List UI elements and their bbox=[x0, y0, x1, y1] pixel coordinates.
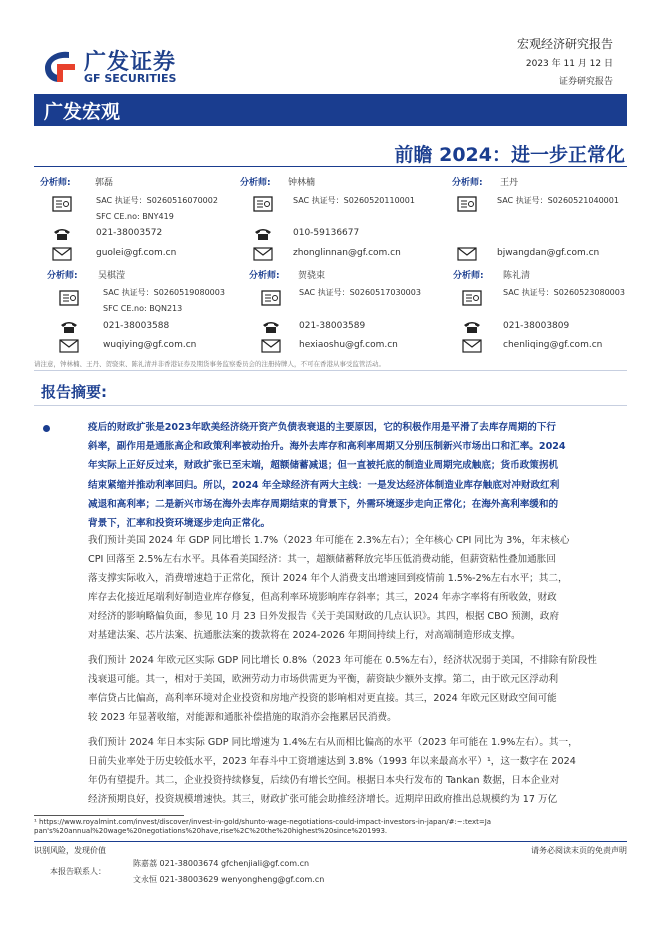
text-line: 结束紧缩并推动利率回归。所以，2024 年全球经济有两大主线：一是发达经济体制造业库存触底对冲财政红利 bbox=[88, 479, 560, 491]
text-line: 疫后的财政扩张是2023年欧美经济绕开资产负债表衰退的主要原因，它的积极作用是平滑了去库存周期的下行 bbox=[88, 422, 557, 433]
analyst-phone: 021-38003588 bbox=[103, 321, 170, 331]
contact-entry: 陈嘉荔 021-38003674 gfchenjiali@gf.com.cn bbox=[133, 859, 310, 868]
text-line: 较 2023 年显著收缩，对能源和通胀补偿措施的取消亦会拖累居民消费。 bbox=[88, 712, 397, 723]
report-category: 证券研究报告 bbox=[558, 77, 613, 87]
analyst-label: 分析师: bbox=[453, 271, 484, 281]
id-card-icon bbox=[457, 196, 477, 212]
summary-heading: 报告摘要: bbox=[41, 383, 107, 401]
text-line: CPI 回落至 2.5%左右水平。具体看美国经济：其一，超额储蓄释放完毕压低消费动能，但薪资粘性叠加通胀回 bbox=[88, 554, 556, 565]
analyst-phone: 010-59136677 bbox=[293, 228, 360, 238]
email-icon bbox=[59, 338, 79, 354]
analyst-label: 分析师: bbox=[240, 178, 271, 188]
analyst-sac: SAC 执证号：S0260519080003 bbox=[103, 288, 225, 297]
divider bbox=[34, 370, 627, 371]
text-line: 背景下，汇率和投资环境逐步走向正常化。 bbox=[88, 518, 271, 530]
japan-outlook-paragraph bbox=[88, 733, 632, 809]
analyst-name: 钟林楠 bbox=[288, 178, 316, 188]
analyst-email[interactable]: chenliqing@gf.com.cn bbox=[503, 340, 603, 350]
analyst-name: 王丹 bbox=[500, 178, 519, 188]
summary-key-paragraph bbox=[88, 418, 632, 533]
analyst-sac: SAC 执证号：S0260520110001 bbox=[293, 196, 415, 205]
contact-entry: 文永恒 021-38003629 wenyongheng@gf.com.cn bbox=[133, 875, 325, 884]
phone-icon bbox=[253, 226, 273, 242]
column-title: 广发宏观 bbox=[44, 101, 121, 123]
analyst-name: 郭磊 bbox=[95, 178, 114, 188]
analyst-email[interactable]: hexiaoshu@gf.com.cn bbox=[299, 340, 398, 350]
text-line: 减退和高利率；二是新兴市场在海外去库存周期结束的背景下，外需环境逐步走向正常化；在海外高利率缓和的 bbox=[88, 498, 559, 510]
analyst-sac: SAC 执证号：S0260523080003 bbox=[503, 288, 625, 297]
text-line: 落支撑实际收入，消费增速趋于正常化，预计 2024 年个人消费支出增速回到疫情前 1.5%-2%左右水平；其二， bbox=[88, 573, 568, 584]
text-line: 我们预计美国 2024 年 GDP 同比增长 1.7%（2023 年可能在 2.3%左右）；全年核心 CPI 同比为 3%，年末核心 bbox=[88, 535, 570, 546]
analyst-sac: SAC 执证号：S0260521040001 bbox=[497, 196, 619, 205]
text-line: 库存去化接近尾端利好制造业库存修复，但高利率环境影响库存斜率；其三，2024 年赤字率将有所收敛，财政 bbox=[88, 592, 557, 603]
analyst-name: 陈礼清 bbox=[503, 271, 531, 281]
id-card-icon bbox=[52, 196, 72, 212]
phone-icon bbox=[462, 319, 482, 335]
text-line: 年仍有望提升。其二，企业投资持续修复，后续仍有增长空间。根据日本央行发布的 Tankan 数据，日本企业对 bbox=[88, 775, 560, 786]
disclaimer-note: 请注意，钟林楠、王丹、贺骁束、陈礼清并非香港证券及期货事务监察委员会的注册持牌人，不可在香港从事受监管活动。 bbox=[34, 360, 385, 368]
eurozone-outlook-paragraph bbox=[88, 651, 632, 727]
id-card-icon bbox=[253, 196, 273, 212]
analyst-phone: 021-38003589 bbox=[299, 321, 366, 331]
text-line: 日前失业率处于历史较低水平，2023 年春斗中工资增速达到 3.8%（1993 年以来最高水平）¹，这一数字在 2024 bbox=[88, 756, 576, 767]
logo-text-cn: 广发证券 bbox=[84, 50, 177, 75]
analyst-sac: SAC 执证号：S0260516070002 bbox=[96, 196, 218, 205]
email-icon bbox=[462, 338, 482, 354]
contact-label: 本报告联系人： bbox=[50, 867, 106, 876]
id-card-icon bbox=[59, 290, 79, 306]
footer-slogan: 识别风险，发现价值 bbox=[34, 846, 106, 855]
email-icon bbox=[52, 246, 72, 262]
text-line: 对经济的影响略偏负面，参见 10 月 23 日外发报告《关于美国财政的几点认识》。其四，根据 CBO 预测，政府 bbox=[88, 611, 560, 622]
text-line: 对基建法案、芯片法案、抗通胀法案的拨款将在 2024-2026 年期间持续上行，对高端制造形成支撑。 bbox=[88, 630, 521, 641]
analyst-email[interactable]: zhonglinnan@gf.com.cn bbox=[293, 248, 401, 258]
analyst-label: 分析师: bbox=[40, 178, 71, 188]
analyst-sfc: SFC CE.no: BNY419 bbox=[96, 212, 174, 221]
gf-logo-icon bbox=[41, 48, 77, 84]
analyst-label: 分析师: bbox=[47, 271, 78, 281]
analyst-phone: 021-38003572 bbox=[96, 228, 163, 238]
footer-disclaimer: 请务必阅读末页的免责声明 bbox=[531, 846, 627, 855]
phone-icon bbox=[52, 226, 72, 242]
report-date: 2023 年 11 月 12 日 bbox=[525, 59, 613, 69]
footnote-divider bbox=[34, 815, 184, 816]
phone-icon bbox=[59, 319, 79, 335]
analyst-email[interactable]: guolei@gf.com.cn bbox=[96, 248, 177, 258]
text-line: 浅衰退可能。其一，相对于美国，欧洲劳动力市场供需更为平衡，薪资缺少额外支撑。第二，由于欧元区浮动利 bbox=[88, 674, 559, 685]
text-line: 年实际上正好反过来，财政扩张已至末端，超额储蓄减退；但一直被托底的制造业周期完成触底；货币政策拐机 bbox=[88, 460, 559, 472]
text-line: 我们预计 2024 年日本实际 GDP 同比增速为 1.4%左右从而相比偏高的水平（2023 年可能在 1.9%左右）。其一， bbox=[88, 737, 578, 748]
us-outlook-paragraph bbox=[88, 531, 632, 645]
text-line: 经济预期良好，投资规模增速快。其三，财政扩张可能会助推经济增长。近期岸田政府推出总规模约为 17 万亿 bbox=[88, 794, 558, 805]
title-divider bbox=[34, 166, 627, 167]
analyst-name: 贺骁束 bbox=[298, 271, 326, 281]
phone-icon bbox=[261, 319, 281, 335]
analyst-email[interactable]: wuqiying@gf.com.cn bbox=[103, 340, 197, 350]
analyst-phone: 021-38003809 bbox=[503, 321, 570, 331]
footnote[interactable]: ¹ https://www.royalmint.com/invest/discover/invest-in-gold/shunto-wage-negotiations-could-impact-investors-in-japan/#:~:text=Japan's%20annual%20wage%20negotiations%20have,rise%2C%20the%20highest%20since%201993. bbox=[34, 818, 492, 835]
id-card-icon bbox=[261, 290, 281, 306]
logo-text-en: GF SECURITIES bbox=[84, 72, 177, 85]
email-icon bbox=[261, 338, 281, 354]
id-card-icon bbox=[462, 290, 482, 306]
page-title: 前瞻 2024：进一步正常化 bbox=[394, 144, 625, 166]
footer-divider bbox=[34, 841, 627, 842]
text-line: 率信贷占比偏高，高利率环境对企业投资和房地产投资的影响相对更直接。其三，2024 年欧元区财政空间可能 bbox=[88, 693, 557, 704]
report-type: 宏观经济研究报告 bbox=[516, 37, 613, 51]
divider bbox=[34, 405, 627, 406]
analyst-label: 分析师: bbox=[452, 178, 483, 188]
bullet-icon bbox=[43, 425, 50, 432]
column-banner bbox=[34, 94, 627, 126]
email-icon bbox=[457, 246, 477, 262]
text-line: 斜率，副作用是通胀高企和政策利率被动抬升。海外去库存和高利率周期又分别压制新兴市场出口和汇率。2024 bbox=[88, 441, 566, 453]
analyst-label: 分析师: bbox=[249, 271, 280, 281]
analyst-sfc: SFC CE.no: BQN213 bbox=[103, 304, 183, 313]
email-icon bbox=[253, 246, 273, 262]
analyst-email[interactable]: bjwangdan@gf.com.cn bbox=[497, 248, 600, 258]
analyst-sac: SAC 执证号：S0260517030003 bbox=[299, 288, 421, 297]
analyst-name: 吴棋滢 bbox=[98, 271, 126, 281]
text-line: 我们预计 2024 年欧元区实际 GDP 同比增长 0.8%（2023 年可能在 0.5%左右），经济状况弱于美国，不排除有阶段性 bbox=[88, 655, 597, 666]
